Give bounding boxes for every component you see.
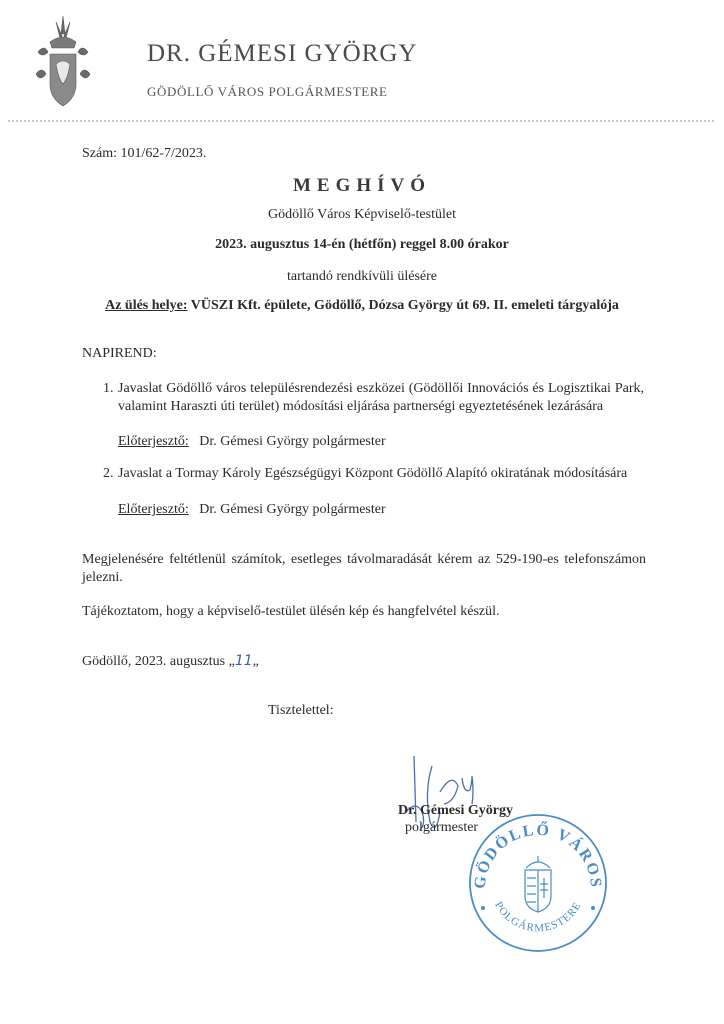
agenda-item-text: Javaslat a Tormay Károly Egészségügyi Központ Gödöllő Alapító okiratának módosítására	[118, 466, 628, 481]
presenter-name: Dr. Gémesi György polgármester	[199, 434, 386, 449]
document-title: MEGHÍVÓ	[292, 175, 432, 196]
agenda-item-presenter	[118, 433, 386, 451]
meeting-datetime: 2023. augusztus 14-én (hétfőn) reggel 8.00 órakor	[215, 237, 509, 252]
letterhead-divider	[8, 120, 714, 122]
venue-value: VÜSZI Kft. épülete, Gödöllő, Dózsa György út 69. II. emeleti tárgyalója	[190, 298, 619, 313]
letterhead-name: DR. GÉMESI GYÖRGY	[147, 40, 418, 67]
agenda-item-number: 1.	[103, 381, 114, 396]
presenter-label: Előterjesztő:	[118, 434, 189, 449]
recording-note: Tájékoztatom, hogy a képviselő-testület ülésén kép és hangfelvétel készül.	[82, 604, 500, 619]
presenter-name: Dr. Gémesi György polgármester	[199, 502, 386, 517]
signatory-name: Dr. Gémesi György	[398, 803, 513, 818]
agenda-item-text: Javaslat Gödöllő város településrendezési eszközei (Gödöllői Innovációs és Logisztikai Park, valamint Haraszti úti terület) módosítási eljárása partnerségi egyeztetésének lezárására	[118, 381, 644, 414]
letterhead-subtitle: GÖDÖLLŐ VÁROS POLGÁRMESTERE	[147, 84, 388, 99]
agenda-item-presenter	[118, 501, 386, 519]
agenda-heading: NAPIREND:	[82, 346, 157, 361]
attendance-note: Megjelenésére feltétlenül számítok, esetleges távolmaradását kérem az 529-190-es telefonszámon jelezni.	[82, 552, 646, 585]
handwritten-day: 11	[234, 653, 253, 669]
date-suffix: „	[252, 654, 259, 669]
official-stamp-icon	[463, 808, 613, 958]
city-coat-of-arms-icon	[32, 14, 94, 110]
hungarian-coat-of-arms-icon	[525, 856, 551, 912]
closing: Tisztelettel:	[268, 703, 334, 718]
stamp-bottom-text: POLGÁRMESTERE	[492, 899, 584, 935]
addressee: Gödöllő Város Képviselő-testület	[268, 207, 456, 222]
meeting-type: tartandó rendkívüli ülésére	[286, 269, 438, 284]
presenter-label: Előterjesztő:	[118, 502, 189, 517]
stamp-top-text: GÖDÖLLŐ VÁROS	[471, 821, 605, 890]
venue-label: Az ülés helye:	[105, 298, 188, 313]
date-prefix: Gödöllő, 2023. augusztus „	[82, 654, 235, 669]
reference-number: Szám: 101/62-7/2023.	[82, 146, 207, 161]
meeting-venue	[0, 297, 724, 315]
date-line	[82, 652, 259, 671]
agenda-item-number: 2.	[103, 466, 114, 481]
signatory-role: polgármester	[405, 820, 479, 835]
